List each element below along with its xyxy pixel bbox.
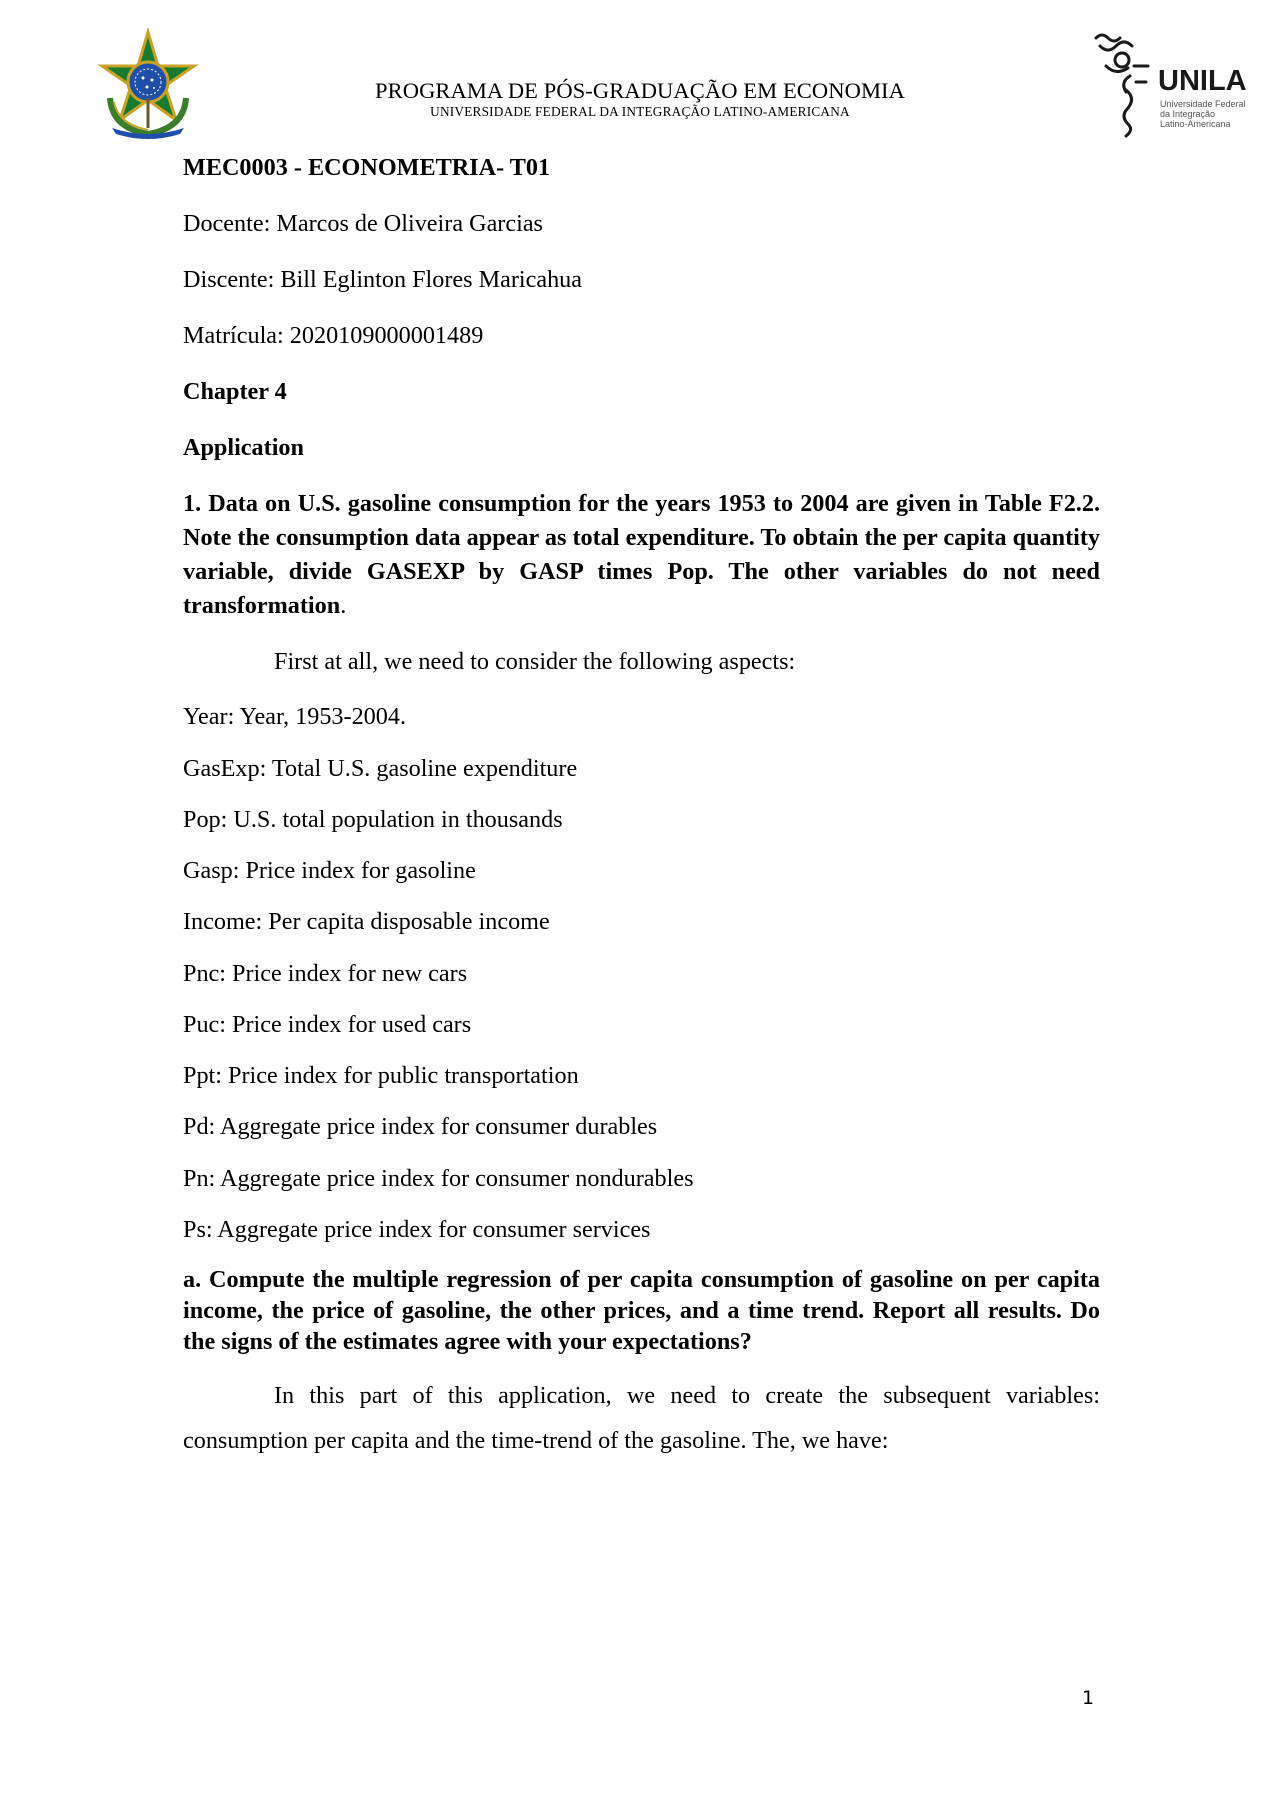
- course-title: MEC0003 - ECONOMETRIA- T01: [183, 154, 551, 181]
- variable-item: Ppt: Price index for public transportation: [183, 1062, 579, 1089]
- unila-logo-icon: [1086, 30, 1266, 142]
- variable-item: Pop: U.S. total population in thousands: [183, 806, 563, 833]
- question-1-text: 1. Data on U.S. gasoline consumption for the years 1953 to 2004 are given in Table F2.2. Note the consumption data appear as total expenditure. To obtain the per capita quantity variable, divide GASEXP by GASP times Pop. The other variables do not need transformation: [183, 490, 1100, 619]
- brazil-coat-of-arms-icon: [92, 28, 204, 140]
- chapter-heading: Chapter 4: [183, 378, 287, 405]
- docente: Docente: Marcos de Oliveira Garcias: [183, 210, 543, 237]
- matricula: Matrícula: 2020109000001489: [183, 322, 484, 349]
- page-number: 1: [1082, 1687, 1095, 1709]
- unila-logo: [1086, 30, 1266, 142]
- variable-item: Income: Per capita disposable income: [183, 908, 550, 935]
- variable-item: Gasp: Price index for gasoline: [183, 857, 476, 884]
- unila-logo-name: UNILA: [1158, 65, 1247, 97]
- header-title: PROGRAMA DE PÓS-GRADUAÇÃO EM ECONOMIA: [375, 78, 905, 103]
- unila-logo-subtitle-1: Universidade Federal: [1160, 99, 1246, 109]
- variable-item: Pnc: Price index for new cars: [183, 960, 468, 987]
- question-a: a. Compute the multiple regression of per capita consumption of gasoline on per capita income, the price of gasoline, the other prices, and a time trend. Report all results. Do the signs of the estimates agree with your expectations?: [183, 1266, 1100, 1355]
- section-heading: Application: [183, 434, 304, 461]
- variable-item: Puc: Price index for used cars: [183, 1011, 472, 1038]
- intro-paragraph: First at all, we need to consider the following aspects:: [274, 648, 796, 675]
- header-subtitle: UNIVERSIDADE FEDERAL DA INTEGRAÇÃO LATINO-AMERICANA: [430, 104, 850, 119]
- variable-item: Ps: Aggregate price index for consumer services: [183, 1216, 651, 1243]
- variable-item: Pn: Aggregate price index for consumer nondurables: [183, 1165, 694, 1192]
- unila-logo-subtitle-3: Latino-Americana: [1160, 119, 1231, 129]
- question-1-period: .: [340, 592, 347, 619]
- unila-logo-subtitle-2: da Integração: [1160, 109, 1216, 119]
- variable-item: Year: Year, 1953-2004.: [183, 703, 406, 730]
- discente: Discente: Bill Eglinton Flores Maricahua: [183, 266, 583, 293]
- answer-a: In this part of this application, we need to create the subsequent variables: consumption per capita and the time-trend of the gasoline. The, we have:: [183, 1382, 1100, 1454]
- header: [300, 78, 980, 120]
- variable-item: Pd: Aggregate price index for consumer durables: [183, 1113, 658, 1140]
- question-1: [183, 487, 1100, 623]
- variable-item: GasExp: Total U.S. gasoline expenditure: [183, 755, 578, 782]
